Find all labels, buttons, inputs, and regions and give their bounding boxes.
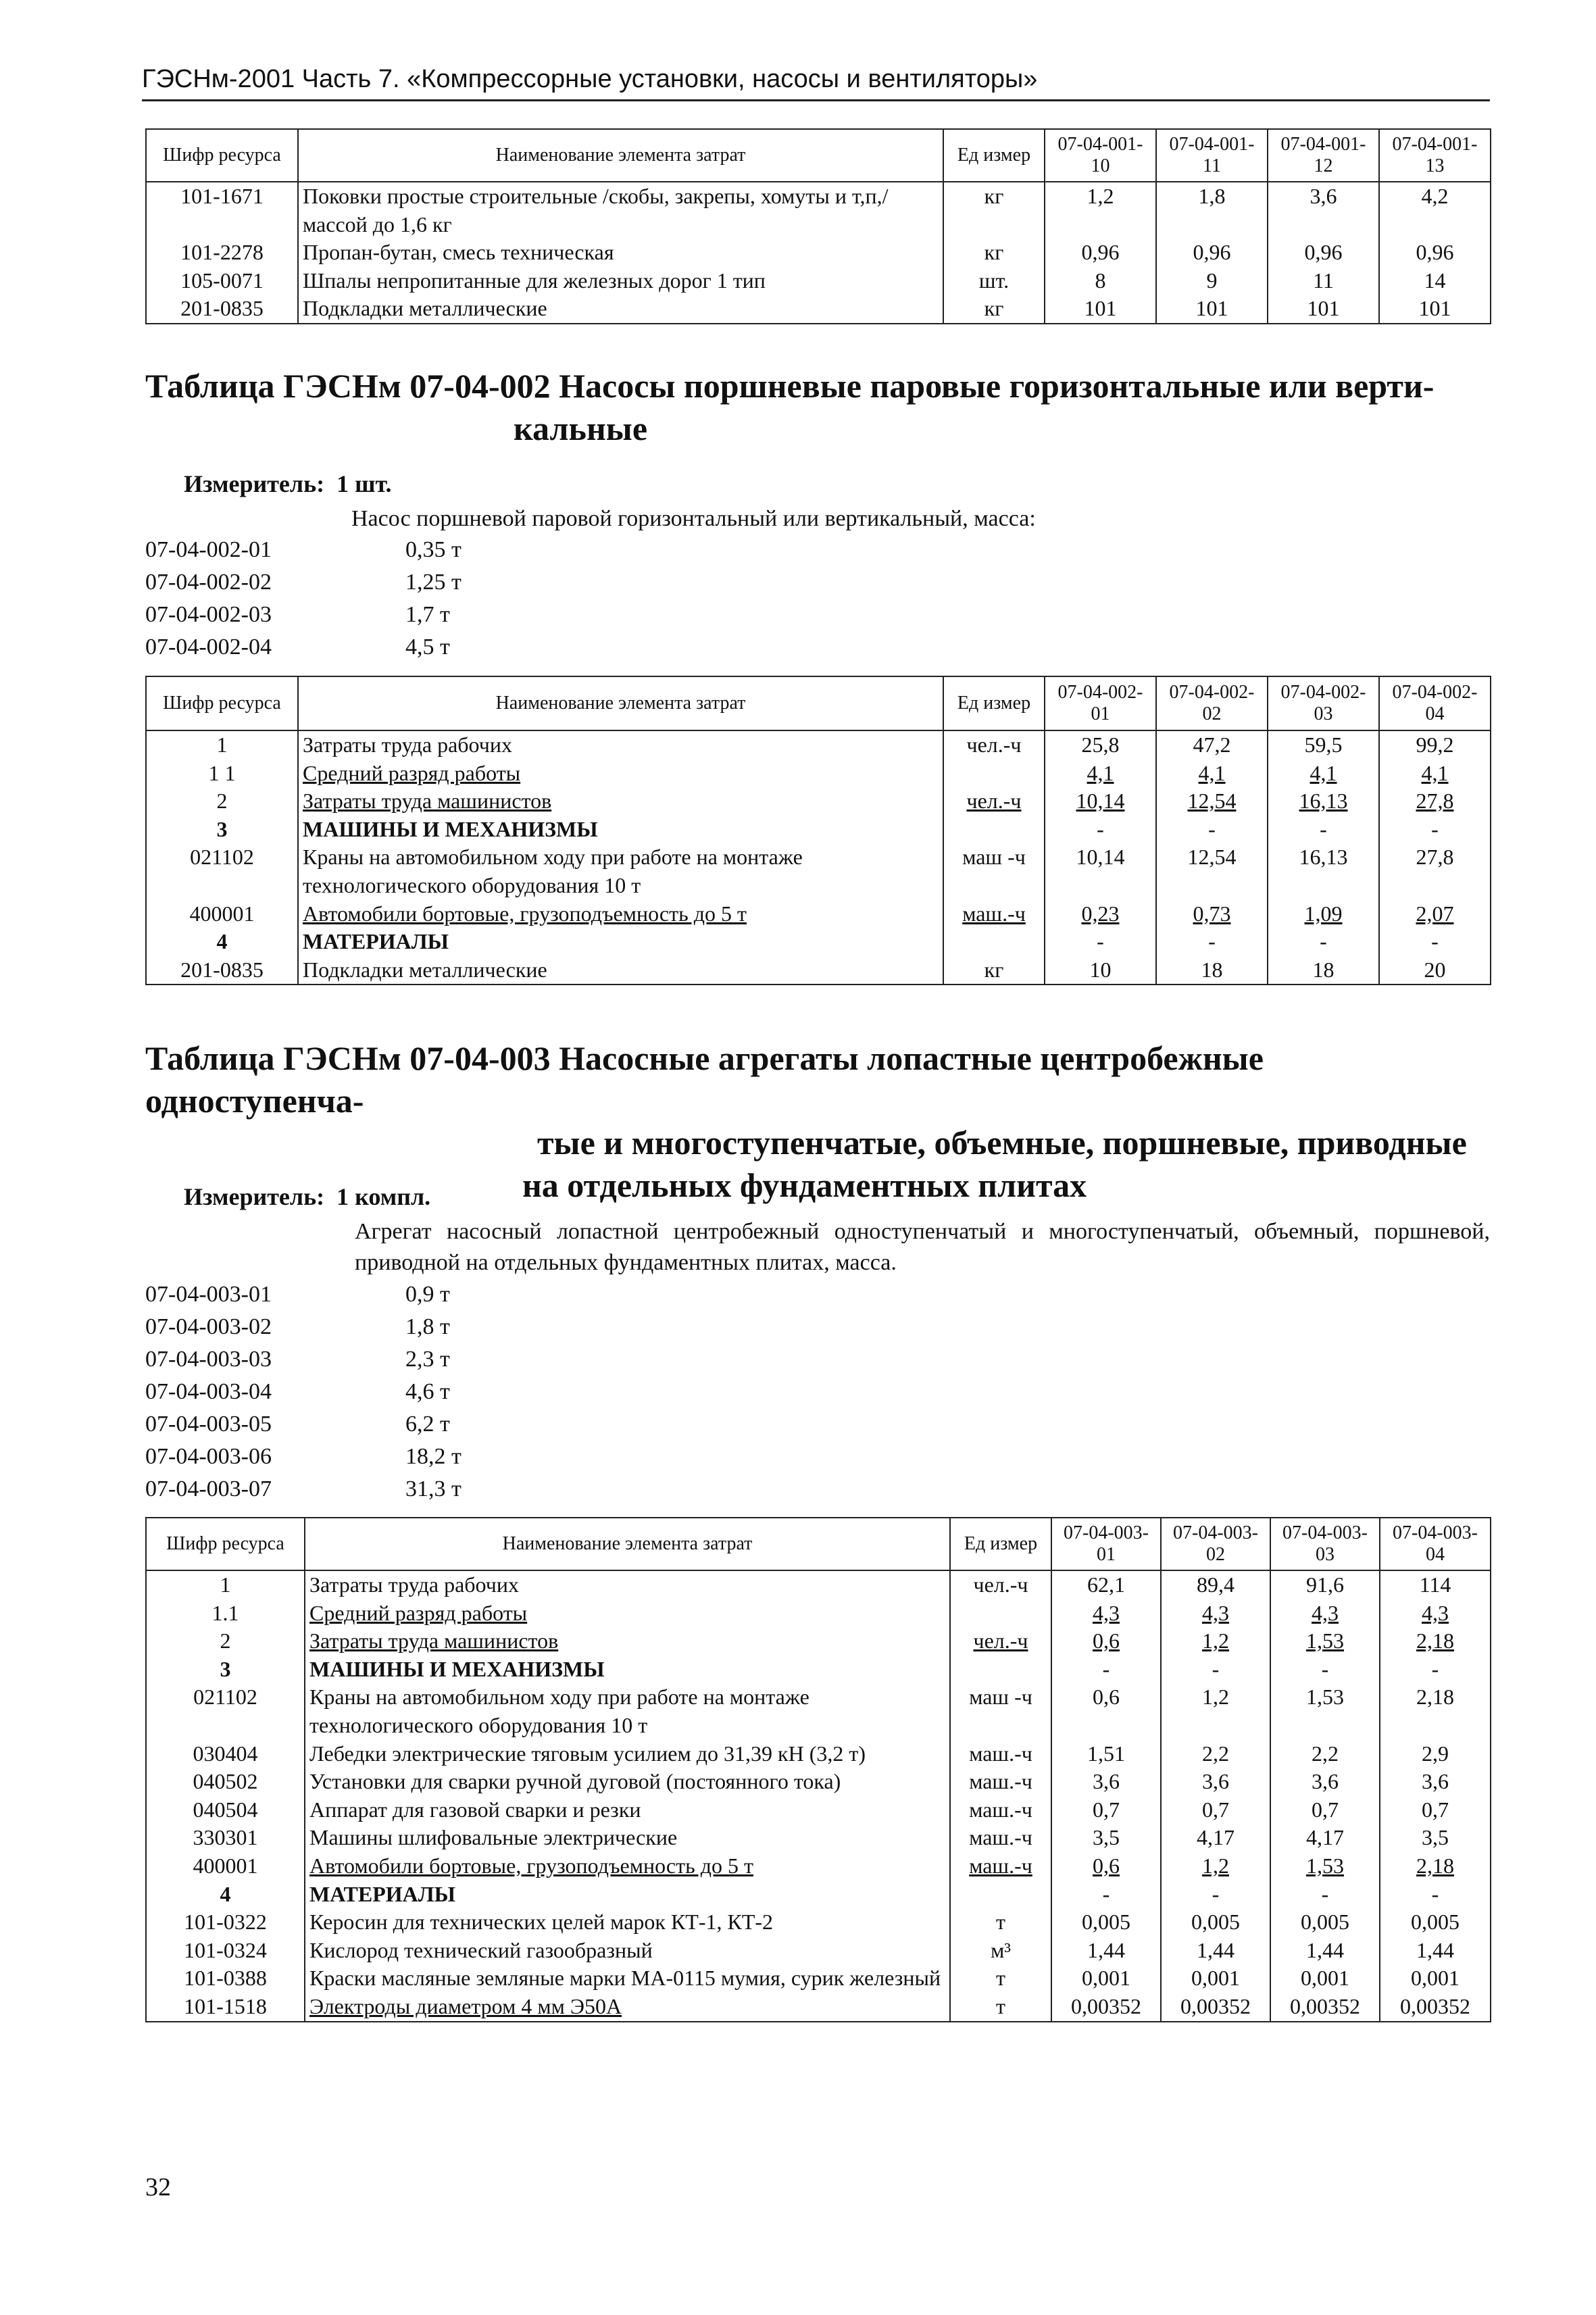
col-header-variant: 07-04-001-12 (1268, 129, 1379, 182)
list-item: 07-04-002-04 4,5 т (145, 634, 450, 659)
list-item: 07-04-002-03 1,7 т (145, 602, 450, 627)
table-row: 101-0388 Краски масляные земляные марки МА-0115 мумия, сурик железный т 0,001 0,001 0,001 0,001 (146, 1964, 1491, 1993)
table-row: 3 МАШИНЫ И МЕХАНИЗМЫ - - - - (146, 816, 1491, 844)
table-row: 101-1518 Электроды диаметром 4 мм Э50А т 0,00352 0,00352 0,00352 0,00352 (146, 1993, 1491, 2022)
table-row: 105-0071 Шпалы непропитанные для железных дорог 1 тип шт. 8 9 11 14 (146, 267, 1491, 295)
list-item: 07-04-003-06 18,2 т (145, 1444, 462, 1469)
code-list (145, 534, 462, 664)
table-row: 101-2278 Пропан-бутан, смесь техническая кг 0,96 0,96 0,96 0,96 (146, 239, 1491, 267)
col-header-variant: 07-04-001-13 (1379, 129, 1491, 182)
col-header-variant: 07-04-003-01 (1051, 1518, 1161, 1570)
col-header-variant: 07-04-001-11 (1156, 129, 1268, 182)
table-row: 400001 Автомобили бортовые, грузоподъемность до 5 т маш.-ч 0,6 1,2 1,53 2,18 (146, 1852, 1491, 1881)
code-list (145, 1278, 462, 1505)
col-header-unit: Ед измер (943, 676, 1045, 730)
table-row: 1 Затраты труда рабочих чел.-ч 62,1 89,4 91,6 114 (146, 1570, 1491, 1599)
table-row: 021102 Краны на автомобильном ходу при работе на монтаже технологического оборудования 10 т маш -ч 10,14 12,54 16,13 27,8 (146, 843, 1491, 899)
table-row: 101-1671 Поковки простые строительные /скобы, закрепы, хомуты и т,п,/ массой до 1,6 кг кг 1,2 1,8 3,6 4,2 (146, 182, 1491, 239)
col-header-variant: 07-04-002-03 (1268, 676, 1379, 730)
meter-label: Измеритель: 1 шт. (184, 470, 392, 497)
resource-table-07-04-002 (145, 676, 1491, 985)
section-title-07-04-002: Таблица ГЭСНм 07-04-002 Насосы поршневые паровые горизонтальные или верти- кальные (145, 367, 1435, 447)
section-description: Агрегат насосный лопастной центробежный одноступенчатый и многоступенчатый, объемный, поршневой, приводной на отдельных фундаментных плитах, масса. (355, 1219, 1490, 1275)
table-row: 1.1 Средний разряд работы 4,3 4,3 4,3 4,3 (146, 1599, 1491, 1628)
col-header-unit: Ед измер (943, 129, 1045, 182)
section-description: Насос поршневой паровой горизонтальный или вертикальный, масса: (351, 506, 1036, 531)
col-header-variant: 07-04-003-03 (1270, 1518, 1380, 1570)
table-row: 040502 Установки для сварки ручной дуговой (постоянного тока) маш.-ч 3,6 3,6 3,6 3,6 (146, 1768, 1491, 1796)
table-row: 2 Затраты труда машинистов чел.-ч 10,14 12,54 16,13 27,8 (146, 787, 1491, 816)
table-row: 030404 Лебедки электрические тяговым усилием до 31,39 кН (3,2 т) маш.-ч 1,51 2,2 2,2 2,9 (146, 1740, 1491, 1768)
list-item: 07-04-002-01 0,35 т (145, 537, 462, 562)
col-header-name: Наименование элемента затрат (305, 1518, 950, 1570)
table-row: 3 МАШИНЫ И МЕХАНИЗМЫ - - - - (146, 1656, 1491, 1684)
table-row: 1 Затраты труда рабочих чел.-ч 25,8 47,2 59,5 99,2 (146, 730, 1491, 760)
table-row: 4 МАТЕРИАЛЫ - - - - (146, 1881, 1491, 1909)
col-header-code: Шифр ресурса (146, 676, 298, 730)
table-row: 201-0835 Подкладки металлические кг 101 101 101 101 (146, 295, 1491, 324)
table-row: 1 1 Средний разряд работы 4,1 4,1 4,1 4,1 (146, 760, 1491, 788)
table-row: 400001 Автомобили бортовые, грузоподъемность до 5 т маш.-ч 0,23 0,73 1,09 2,07 (146, 900, 1491, 928)
list-item: 07-04-003-05 6,2 т (145, 1412, 450, 1437)
col-header-variant: 07-04-003-04 (1380, 1518, 1491, 1570)
col-header-name: Наименование элемента затрат (298, 676, 943, 730)
table-row: 101-0324 Кислород технический газообразный м³ 1,44 1,44 1,44 1,44 (146, 1937, 1491, 1965)
meter-label: Измеритель: 1 компл. (184, 1183, 431, 1210)
table-row: 330301 Машины шлифовальные электрические маш.-ч 3,5 4,17 4,17 3,5 (146, 1824, 1491, 1852)
col-header-name: Наименование элемента затрат (298, 129, 943, 182)
col-header-variant: 07-04-002-01 (1045, 676, 1156, 730)
col-header-variant: 07-04-003-02 (1161, 1518, 1270, 1570)
resource-table-07-04-003 (145, 1517, 1491, 2022)
table-row: 201-0835 Подкладки металлические кг 10 18 18 20 (146, 956, 1491, 985)
resource-table-continued (145, 128, 1491, 324)
table-row: 101-0322 Керосин для технических целей марок КТ-1, КТ-2 т 0,005 0,005 0,005 0,005 (146, 1908, 1491, 1937)
col-header-variant: 07-04-002-02 (1156, 676, 1268, 730)
col-header-variant: 07-04-002-04 (1379, 676, 1491, 730)
col-header-variant: 07-04-001-10 (1045, 129, 1156, 182)
col-header-code: Шифр ресурса (146, 1518, 305, 1570)
table-row: 021102 Краны на автомобильном ходу при работе на монтаже технологического оборудования 10 т маш -ч 0,6 1,2 1,53 2,18 (146, 1683, 1491, 1739)
running-header: ГЭСНм-2001 Часть 7. «Компрессорные установки, насосы и вентиляторы» (142, 65, 1490, 101)
table-row: 2 Затраты труда машинистов чел.-ч 0,6 1,2 1,53 2,18 (146, 1627, 1491, 1656)
list-item: 07-04-003-02 1,8 т (145, 1314, 450, 1339)
list-item: 07-04-003-01 0,9 т (145, 1282, 450, 1307)
list-item: 07-04-003-04 4,6 т (145, 1379, 450, 1404)
col-header-code: Шифр ресурса (146, 129, 298, 182)
list-item: 07-04-003-03 2,3 т (145, 1347, 450, 1372)
page-number: 32 (145, 2173, 171, 2201)
list-item: 07-04-003-07 31,3 т (145, 1476, 462, 1501)
col-header-unit: Ед измер (950, 1518, 1051, 1570)
table-row: 4 МАТЕРИАЛЫ - - - - (146, 928, 1491, 956)
list-item: 07-04-002-02 1,25 т (145, 570, 462, 595)
table-row: 040504 Аппарат для газовой сварки и резки маш.-ч 0,7 0,7 0,7 0,7 (146, 1796, 1491, 1824)
section-title-07-04-003: Таблица ГЭСНм 07-04-003 Насосные агрегаты лопастные центробежные одноступенча- тые и многоступенчатые, объемные, поршневые, приводные на отдельных фундаментных плитах (145, 1039, 1467, 1204)
